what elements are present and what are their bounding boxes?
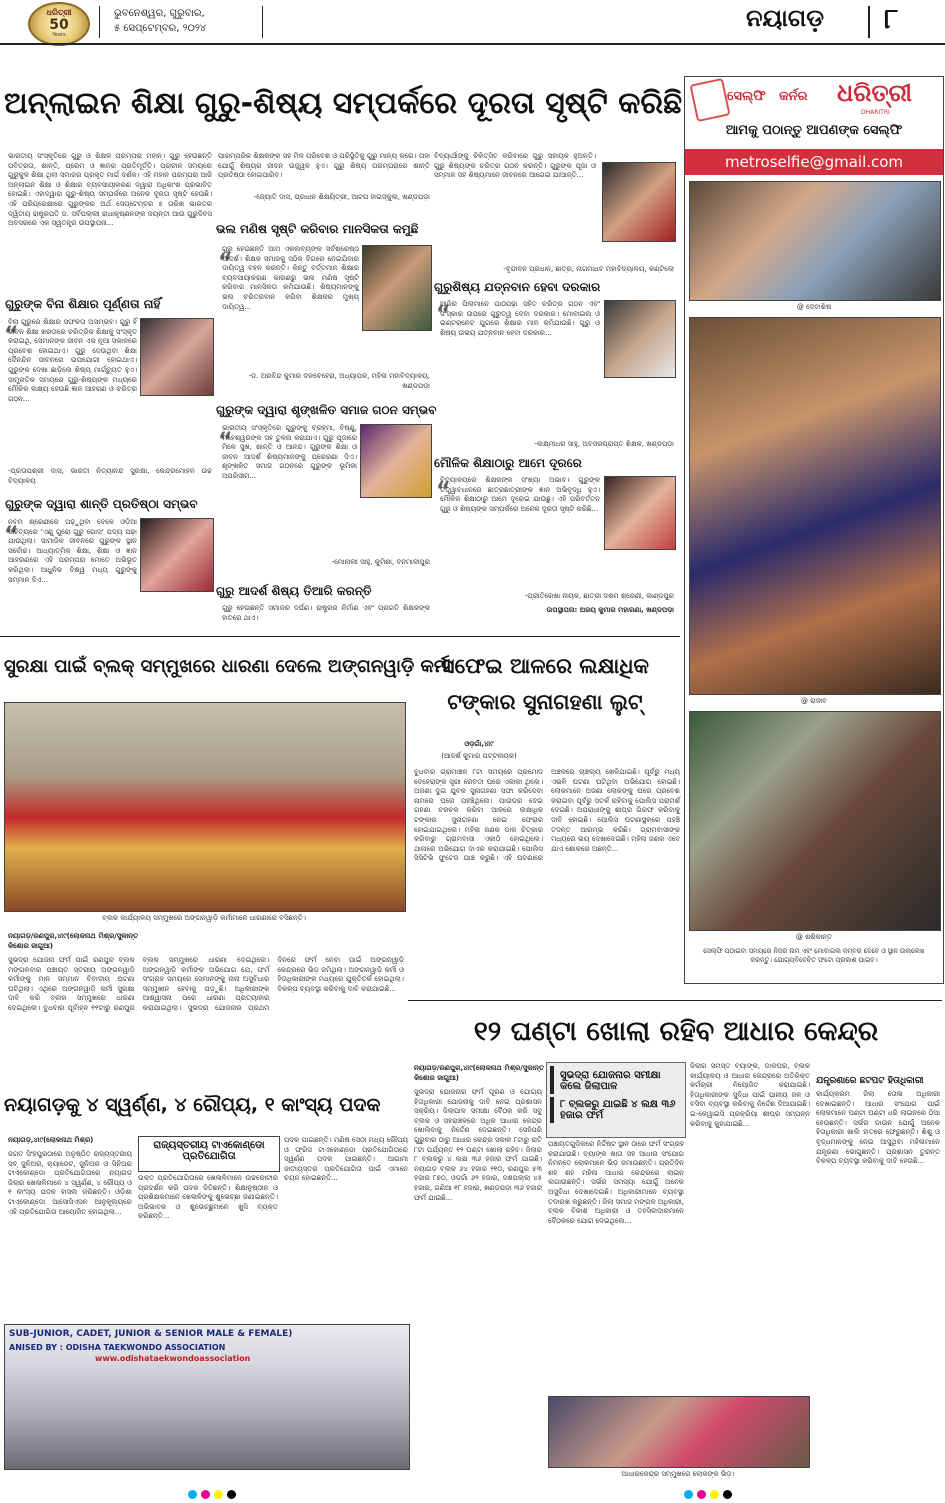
lead-sub6: ଗୁରୁଶିଷ୍ୟ ଯତ୍ନବାନ ହେବା ଦରକାର: [434, 280, 601, 294]
black-dot: [227, 1490, 236, 1499]
black-dot: [723, 1490, 732, 1499]
medals-banner-line-1: SUB-JUNIOR, CADET, JUNIOR & SENIOR MALE & FEMALE): [9, 1329, 293, 1339]
lead-sub7-byline: -ପ୍ରୀତିରେଖା ନାୟକ, ଛାତ୍ରୀ ଦଶମ ଶ୍ରେଣୀ, କାଣ୍ଡପୁର: [524, 592, 674, 600]
selfie-email-bar[interactable]: [685, 149, 943, 175]
lead-sub6-byline: -ଲକ୍ଷ୍ମୀଧର ସାହୁ, ଅବସରପ୍ରାପ୍ତ ଶିକ୍ଷକ, ଖଣ୍ଡପଡ଼ା: [534, 440, 674, 448]
lead-sub5-text: ଗୁରୁ ହେଉଛନ୍ତି ସମାଜର ଦର୍ପଣ। ରାଷ୍ଟ୍ରର ନିର୍ମାଣ ଏବଂ ପ୍ରଗତି ଶିକ୍ଷକଙ୍କ ହାତରେ ଥାଏ।: [222, 604, 430, 622]
selfie-photo-2: [689, 317, 941, 695]
dateline-2: ୫ ସେପ୍ଟେମ୍ବର, ୨୦୨୪: [114, 23, 207, 34]
brand-middle: କର୍ନର: [779, 89, 808, 104]
col2-byline-a: -ଜ୍ୟୋତି ଦାସ, ପ୍ରଧାନ ଶିକ୍ଷୟିତ୍ରୀ, ଆଟପ ହାଇସ୍କୁଲ, ଖଣ୍ଡପଡ଼ା: [253, 193, 430, 201]
lead-sub2-text: ନବମ ଶ୍ରେଣୀରେ ପଢ଼ୁଥିବା ବେଳେ ଓଡ଼ିଆ ସାହିତ୍ୟରେ ‘ଏଣୁ ଗୁରୋ ଗୁରୁ ଗୋସ’ ପଦ୍ୟ ପଢ଼ା ଯାଉଥିଲା। ସାମାଜିକ ଜୀବନରେ ଗୁରୁଙ୍କ ସ୍ଥାନ ସର୍ବୋଚ୍ଚ। ଆଧ୍ୟାତ୍ମିକ ଶିକ୍ଷା, ଶିକ୍ଷା ଓ ଜ୍ଞାନ ଆହରଣରେ ଏହି ପରମ୍ପରା ମୋତେ ଅଭିଭୂତ କରିଥିଲା। ଆଧୁନିକ ବିଶ୍ୱ ମଧ୍ୟ ଗୁରୁଙ୍କୁ ସମ୍ମାନ ଦିଏ...: [8, 518, 137, 584]
cyan-dot: [188, 1490, 197, 1499]
aadhaar-photo: [548, 1396, 810, 1468]
col2-text-a: ପାରମ୍ପରିକ ଶିକ୍ଷକଙ୍କ ସହ ମିଳ ପରିବେଶ ଓ ପରିସ୍ଥିତିକୁ ଗୁରୁ ମାନ୍ୟ କରେ। ତାହା ଯୋଗୁଁ ଶିଷ୍ୟର ଜୀବନ ଉଜ୍ଜ୍ୱଳ ହୁଏ। ଗୁରୁ ଶିଷ୍ୟ ପରମ୍ପରାରେ ଶାନ୍ତି ପ୍ରତିଷ୍ଠା ହୋଇପାରିବ।: [218, 152, 430, 180]
mid-rule: [408, 1000, 942, 1001]
lead-sub7-text: ବିଦ୍ୟାଳୟରେ ଶିକ୍ଷକଙ୍କ ସଂଖ୍ୟା ଅଭାବ। ଗୁରୁଙ୍କ ତତ୍ତ୍ୱାବଧାନରେ ଛାତ୍ରଛାତ୍ରୀଙ୍କ ଜ୍ଞାନ ଅଭିବୃଦ୍ଧି ହୁଏ। ମୌଳିକ ଶିକ୍ଷାଠାରୁ ଆମେ ଦୂରେଇ ଯାଉଛୁ। ଏହି ପରିବର୍ତ୍ତନ ଗୁରୁ ଓ ଶିଷ୍ୟଙ୍କ ସମ୍ପର୍କରେ ଅନେକ ଦୂରତା ସୃଷ୍ଟି କରିଛି...: [440, 476, 600, 513]
loot-reporter: (ଆଦର୍ଶ କୁମାର ପଟ୍ଟନାୟକ): [441, 752, 517, 760]
dateline-1: ଭୁବନେଶ୍ୱର, ଗୁରୁବାର,: [114, 8, 205, 19]
lead-sub6-text: ଆଜିର ପିଲାମାନେ ପାଠପଢ଼ା ସହିତ ଚରିତ୍ର ଗଠନ ଏବଂ ସଂସ୍କାର ଉପରେ ଗୁରୁତ୍ୱ ଦେବା ଦରକାର। ମୋବାଇଲ ଓ ଇଣ୍ଟରନେଟ ଯୁଗରେ ଶିକ୍ଷାର ମାନ କମିଯାଉଛି। ଗୁରୁ ଓ ଶିଷ୍ୟ ଉଭୟ ଯତ୍ନବାନ ହେବା ଦରକାର...: [440, 300, 600, 337]
magenta-dot: [697, 1490, 706, 1499]
section-divider: [868, 6, 870, 38]
selfie-panel: [684, 76, 944, 984]
aadhaar-col1: ସୁଭଦ୍ରା ଯୋଜନାର ଫର୍ମ ପୂରଣ ଓ ଯୋଗ୍ୟ ହିତାଧିକାରୀ ଯୋଜନାକୁ ଦାବି ନେଇ ପ୍ରଶାସନ ସକ୍ରିୟ। ଜିଲାପାଳ ସମୀକ୍ଷା ବୈଠକ କରି ସବୁ ବ୍ଲକ ଓ ସହରାଞ୍ଚଳରେ ଅଧିକ ଆଧାର କେନ୍ଦ୍ର ଖୋଲିବାକୁ ନିର୍ଦ୍ଦେଶ ଦେଇଛନ୍ତି। ସେହିପରି ଗୁରୁବାର ଠାରୁ ଆଧାର କେନ୍ଦ୍ର ସକାଳ ୮ଟାରୁ ରାତି ୮ଟା ପର୍ଯ୍ୟନ୍ତ ୧୨ ଘଣ୍ଟା ଖୋଲା ରହିବ। ଜିଲାର ୮ ବ୍ଲକରୁ ୪ ଲକ୍ଷ ୩୬ ହଜାର ଫର୍ମ ଯାଇଛି। ନୟାଗଡ଼ ବ୍ଲକ ୬୪ ହଜାର ୨୧୦, ରଣପୁର ୫୩ ହଜାର ୮୭୦, ଓଡ଼ଗାଁ ୬୨ ହଜାର, ଦଶପଲ୍ଲା ୪୫ ହଜାର, ଗଣିଆ ୧୮ ହଜାର, ଖଣ୍ଡପଡ଼ା ୩୬ ହଜାର ଫର୍ମ ଯାଇଛି...: [414, 1088, 542, 1202]
medals-boxed-heading: [138, 1136, 280, 1172]
col3-byline-a: -ବୃନ୍ଦାବନ ପ୍ରଧାନ, ଛାତ୍ର, ନାଗମାଧବ ମହାବିଦ୍ୟାଳୟ, କଣ୍ଟିଲୋ: [503, 265, 674, 273]
lead-sub4-byline: -ମୋନାଲୀ ସାହୁ, କୁମିଶା, ବନମାଳୀପୁର: [331, 558, 430, 566]
masthead-divider-2: [262, 6, 263, 38]
aadhaar-col4: କାର୍ଯ୍ୟକ୍ରମ ଜିଲା ତୋଳା ଅଧିକାରୀ ଦେଖାଇଛନ୍ତି। ଆଧାର ସଂଯୋଗ ପାଇଁ ଲୋକମାନେ ଘଣ୍ଟା ଘଣ୍ଟା ଧରି ଲାଇନରେ ଠିଆ ହେଉଛନ୍ତି। ସର୍ଭର ଡାଉନ ଯୋଗୁଁ ଅନେକ ହିତାଧିକାରୀ ଖାଲି ହାତରେ ଫେରୁଛନ୍ତି। ଶିଶୁ ଓ ବୃଦ୍ଧମାନଙ୍କୁ ନେଇ ଆସୁଥିବା ମହିଳାମାନେ ଯନ୍ତ୍ରଣା ଭୋଗୁଛନ୍ତି। ପ୍ରଶାସନ ତୁରନ୍ତ ବିକଳ୍ପ ବ୍ୟବସ୍ଥା କରିବାକୁ ଦାବି ହେଉଛି...: [816, 1090, 940, 1166]
yellow-dot: [710, 1490, 719, 1499]
aadhaar-col2: ପଞ୍ଚାୟତଗୁଡ଼ିକରେ ନିର୍ଦ୍ଦିଷ୍ଟ ସ୍ଥାନ ଠାରେ ଫର୍ମ ସଂଗ୍ରହ କରାଯାଉଛି। ବ୍ୟାଙ୍କ ଖାତା ସହ ଆଧାର ସଂଯୋଗ ନିମନ୍ତେ ଲୋକମାନେ ଭିଡ଼ ଜମାଉଛନ୍ତି। ପ୍ରତିଦିନ ଶହ ଶହ ମହିଳା ଆଧାର କେନ୍ଦ୍ରରେ ଲାଇନ ଲଗାଉଛନ୍ତି। ସର୍ଭର ସମସ୍ୟା ଯୋଗୁଁ ଅନେକ ଅସୁବିଧା ଦେଖାଦେଇଛି। ଅଧିକାରୀମାନେ ବ୍ୟବସ୍ଥା ତଦାରଖ କରୁଛନ୍ତି। ଜିଲା ସମାଜ ମଙ୍ଗଳ ଅଧିକାରୀ, ବ୍ଲକ ବିକାଶ ଅଧିକାରୀ ଓ ତହସିଲଦାରମାନେ ବୈଠକରେ ଯୋଗ ଦେଇଥିଲେ...: [548, 1140, 684, 1225]
quote-mark-icon-3: “: [218, 250, 233, 275]
lead-sub3-byline: -ଡ. ଅରବିନ୍ଦ କୁମାର ଦଳବେହେରା, ଅଧ୍ୟାପକ, ମହିଳା ମହାବିଦ୍ୟାଳୟ, ଖଣ୍ଡପଡ଼ା: [248, 372, 430, 390]
medals-boxed-heading-2: ପ୍ରତିଯୋଗିତା: [182, 1151, 236, 1162]
anganwadi-photo: [4, 702, 406, 912]
masthead-divider: [99, 6, 100, 38]
teacher-photo-1: [140, 318, 214, 396]
teacher-photo-4: [360, 424, 432, 498]
cyan-dot: [684, 1490, 693, 1499]
quote-mark-icon: “: [4, 323, 19, 348]
lead-sub5: ଗୁରୁ ଆଦର୍ଶ ଶିଷ୍ୟ ତିଆରି କରନ୍ତି: [216, 584, 372, 598]
quote-mark-icon-5: “: [436, 302, 451, 327]
loot-dateline: ଓଡ଼ଗାଁ,୪ା୯: [464, 740, 494, 748]
selfie-footer-note: ସେଲ୍ଫି ପଠାଇବା ସମୟରେ ନିଜର ନାମ ଏବଂ ମୋବାଇଲ ନମ୍ବର ଦେବେ ଓ ସ୍ଥାନ ଉଲ୍ଲେଖ କରନ୍ତୁ। ଯୋଗ୍ୟବିବେଚିତ ଫଟୋ ପ୍ରକାଶ ପାଇବ।: [703, 947, 925, 964]
selfie-brand: [685, 77, 943, 119]
medals-photo: [4, 1324, 410, 1470]
lead-sub4-text: ଭାରତୀୟ ସଂସ୍କୃତିରେ ଗୁରୁଙ୍କୁ ବ୍ରହ୍ମା, ବିଷ୍ଣୁ, ମହେଶ୍ୱରଙ୍କ ସହ ତୁଳନା କରାଯାଏ। ଗୁରୁ ପୂଜାରେ ମିଳେ ସୁଖ, ଶାନ୍ତି ଓ ଆନନ୍ଦ। ଗୁରୁଙ୍କ ଶିକ୍ଷା ଓ ଜୀବନ ଆଦର୍ଶ ଶିଷ୍ୟମାନଙ୍କୁ ପ୍ରେରଣା ଦିଏ। ଶୃଙ୍ଖଳିତ ସମାଜ ଗଠନରେ ଗୁରୁଙ୍କ ଭୂମିକା ଅପରିସୀମ...: [222, 424, 357, 480]
teacher-photo-5: [604, 300, 676, 378]
medals-banner-website: www.odishataekwondoassociation: [95, 1354, 251, 1363]
lead-sub3-text: ଗୁରୁ ହେଉଛନ୍ତି ଆମ ଏକଲବ୍ୟଙ୍କ ସର୍ବଶ୍ରେଷ୍ଠ ଆଦର୍ଶ। ଶିକ୍ଷକ ସମାଜକୁ ସଠିକ ଦିଗରେ ନେଇଯିବାର ଦାୟିତ୍ୱ ବହନ କରନ୍ତି। କିନ୍ତୁ ବର୍ତ୍ତମାନ ଶିକ୍ଷାର ବ୍ୟବସାୟୀକରଣ କାରଣରୁ ଭଲ ମଣିଷ ସୃଷ୍ଟି କରିବାର ମାନସିକତା କମିଯାଉଛି। ଶିଷ୍ୟମାନଙ୍କୁ ଭଲ ଚରିତ୍ରବାନ କରିବା ଶିକ୍ଷକର ମୁଖ୍ୟ ଦାୟିତ୍ୱ...: [222, 245, 359, 311]
lead-sub1-byline: -ପ୍ରତାପଶ୍ରୀ ଦାସ, ଭାରତୀ ନିତ୍ୟାନନ୍ଦ ସୁରକ୍ଷା, କେନ୍ଦ୍ରମୋହନ ଉଚ୍ଚ ବିଦ୍ୟାଳୟ: [8, 467, 212, 485]
student-photo-1: [602, 162, 676, 242]
selfie-caption-3: @ ଶଶିକାନ୍ତ: [795, 933, 833, 941]
lead-sub3: ଭଲ ମଣିଷ ସୃଷ୍ଟି କରିବାର ମାନସିକତା କମୁଛି: [216, 222, 419, 236]
teacher-photo-2: [140, 518, 214, 592]
masthead: [0, 0, 945, 44]
col3-text-a: ବିଦ୍ୟାର୍ଥୀଙ୍କୁ ଚିକିତ୍ସିତ କରିବାରେ ଗୁରୁ ସହାୟକ ହୁଅନ୍ତି। ଗୁରୁ ଶିଷ୍ୟଙ୍କ ଚରିତ୍ର ଗଠନ କରନ୍ତି। ଗୁରୁଙ୍କ ପୂଜା ଓ ସମ୍ମାନ ସହ ଶିଷ୍ୟମାନେ ଜୀବନରେ ଆଗେଇ ଯାଆନ୍ତି...: [434, 152, 596, 180]
lead-sub7: ମୌଳିକ ଶିକ୍ଷାଠାରୁ ଆମେ ଦୂରରେ: [434, 456, 582, 470]
teacher-photo-3: [362, 245, 432, 331]
anganwadi-photo-caption: ବ୍ଲକ କାର୍ଯ୍ୟାଳୟ ସମ୍ମୁଖରେ ଅଙ୍ଗନୱାଡ଼ି କର୍ମୀମାନେ ଧାରଣାରେ ବସିଛନ୍ତି।: [102, 914, 306, 922]
selfie-email: metroselfie@gmail.com: [724, 153, 904, 171]
lead-sub1: ଗୁରୁଙ୍କ ବିନା ଶିକ୍ଷାର ପୂର୍ଣ୍ଣତା ନାହିଁ: [5, 297, 161, 311]
student-photo-2: [604, 476, 676, 550]
masthead-bottom-rule: [0, 43, 945, 45]
brand-name: ଧରିତ୍ରୀ: [837, 79, 912, 107]
selfie-photo-1: [689, 181, 941, 301]
selfie-caption-2: @ ରାଜୀବ: [801, 697, 827, 705]
medals-dateline: ନୟାଗଡ଼,୪ା୯(ଲୋକନାଥ ମିଶ୍ର): [8, 1136, 94, 1144]
aadhaar-box-item-2: ୮ ବ୍ଲକରୁ ଯାଇଛି ୪ ଲକ୍ଷ ୩୬ ହଜାର ଫର୍ମ: [550, 1097, 682, 1123]
aadhaar-box-item-1: ସୁଭଦ୍ରା ଯୋଜନାର ସମୀକ୍ଷା କଲେ ଜିଲାପାଳ: [550, 1066, 682, 1094]
anganwadi-dateline: ନୟାଗଡ଼/ରଣପୁର,୪ା୯(ଲୋକନାଥ ମିଶ୍ର/ସୁକାନ୍ତ କିଶୋର ଜାଗୁଆ): [8, 932, 138, 950]
aadhaar-highlight-box: [546, 1062, 686, 1138]
lead-headline: ଅନ୍‌ଲାଇନ ଶିକ୍ଷା ଗୁରୁ-ଶିଷ୍ୟ ସମ୍ପର୍କରେ ଦୂରତା ସୃଷ୍ଟି କରିଛି: [4, 86, 683, 121]
logo-text: ଧରିତ୍ରୀ: [46, 8, 72, 17]
quote-mark-icon-2: “: [4, 523, 19, 548]
phone-icon: [689, 78, 730, 122]
magenta-dot: [201, 1490, 210, 1499]
medals-headline: ନୟାଗଡ଼କୁ ୪ ସ୍ୱର୍ଣ୍ଣ, ୪ ରୌପ୍ୟ, ୧ କାଂସ୍ୟ ପଦକ: [4, 1094, 381, 1116]
medals-banner-line-2: ANISED BY : ODISHA TAEKWONDO ASSOCIATION: [9, 1343, 226, 1352]
loot-body: ବୁଧବାର ଗ୍ରାମାଞ୍ଚଳ ୮ଟା ସମୟରେ ପ୍ରମୋଦ ବେହେରାଙ୍କ ସ୍ତ୍ରୀ ରେବତୀ ଘରେ ଏକାକୀ ଥିଲେ। ଅଜଣା ଦୁଇ ଯୁବକ ସୁନାଗହଣା ସଫା କରିଦେବା ନାମରେ ଘରେ ପହଞ୍ଚିଥିଲେ। ପାଉଡର ଦେଇ ଗହଣା ଚକଚକ କରିବା ଆଳରେ ଲକ୍ଷାଧିକ ଟଙ୍କାର ସୁନାଗହଣା ନେଇ ଫେରାର ହୋଇଯାଇଥିଲେ। ମହିଳା ଜଣକ ଡାକ ଚିତ୍କାର କରିବାରୁ ଗ୍ରାମବାସୀ ଏକାଠି ହୋଇଥିଲେ। ଥାନାରେ ଅଭିଯୋଗ ଦାଏର କରାଯାଇଛି। ପୋଲିସ ସିସିଟିଭି ଫୁଟେଜ ଯାଞ୍ଚ କରୁଛି। ଏହି ଘଟଣାରେ ଅଞ୍ଚଳରେ ଚାଞ୍ଚଲ୍ୟ ଖେଳିଯାଇଛି। ପୂର୍ବରୁ ମଧ୍ୟ ଏଭଳି ଘଟଣା ଘଟିଥିବା ଅଭିଯୋଗ ହୋଇଛି। ଲୋକମାନେ ଅଜଣା ଲୋକଙ୍କୁ ଘରେ ପ୍ରବେଶ କରାଇବା ପୂର୍ବରୁ ସତର୍କ ରହିବାକୁ ପୋଲିସ ପରାମର୍ଶ ଦେଇଛି। ଅପରାଧୀଙ୍କୁ ଶୀଘ୍ର ଗିରଫ କରିବାକୁ ଦାବି ହୋଇଛି। ପୋଲିସ ଘଟଣାସ୍ଥଳରେ ପହଞ୍ଚି ତଦନ୍ତ ଆରମ୍ଭ କରିଛି। ଗ୍ରାମବାସୀଙ୍କ ମଧ୍ୟରେ ଭୟ ଦେଖାଦେଇଛି। ମହିଳା ଜଣକ ଏବେ ଯାଏ ଶୋକରେ ଅଛନ୍ତି...: [414, 768, 680, 863]
lead-sub4: ଗୁରୁଙ୍କ ଦ୍ୱାରା ଶୃଙ୍ଖଳିତ ସମାଜ ଗଠନ ସମ୍ଭବ: [216, 403, 437, 417]
loot-headline-1: ସଫେଇ ଆଳରେ ଲକ୍ଷାଧିକ: [440, 654, 650, 678]
anganwadi-body: ସୁଭଦ୍ରା ଯୋଜନା ଫର୍ମ ପାଇଁ ରଣପୁର ବ୍ଲକ ମଙ୍ଗଳବାର ପଞ୍ଚାୟତ ସ୍ତରୀୟ ଅଙ୍ଗନୱାଡ଼ି କର୍ମୀଙ୍କୁ ମାନ ସମ୍ମାନ ବିବାଦୀୟ ଘଟଣା ଘଟିଥିଲା। ଏଥିରେ ଅଙ୍ଗନୱାଡ଼ି କର୍ମୀ ସୁରକ୍ଷା ଦାବି କରି ବ୍ଲକ ସମ୍ମୁଖରେ ଧାରଣା ଦେଇଥିଲେ। ବୁଧବାର ପୂର୍ବାହ୍ନ ୧୧ଟାରୁ ରଣପୁର ବ୍ଲକ ସମ୍ମୁଖରେ ଧାରଣା ଦେଇଥିଲେ। ଅଙ୍ଗନୱାଡ଼ି କର୍ମୀଙ୍କ ଅଭିଯୋଗ ଯେ, ଫର୍ମ ସଂଗ୍ରହ ସମୟରେ ସେମାନଙ୍କୁ ନାନା ଅସୁବିଧାର ସମ୍ମୁଖୀନ ହେବାକୁ ପଡ଼ୁଛି। ଅଧିକାରୀଙ୍କ ଆଶ୍ୱାସନା ପରେ ଧାରଣା ପ୍ରତ୍ୟାହାର କରାଯାଇଥିଲା। ସୁଭଦ୍ରା ଯୋଜନାର ପ୍ରଥମ ଦିନରେ ଫର୍ମ ନେବା ପାଇଁ ଅଙ୍ଗନୱାଡ଼ି କେନ୍ଦ୍ରରେ ଭିଡ଼ ଜମିଥିଲା। ଅଙ୍ଗନୱାଡ଼ି କର୍ମୀ ଓ ହିତାଧିକାରୀଙ୍କ ମଧ୍ୟରେ ଯୁକ୍ତିତର୍କ ହୋଇଥିଲା। ବିକଳ୍ପ ବ୍ୟବସ୍ଥା କରିବାକୁ ଦାବି କରାଯାଇଛି...: [8, 956, 404, 1012]
lead-sub1-text: ବିନା ଗୁରୁରେ ଶିକ୍ଷାର ସଫଳତା ଅସମ୍ଭବ। ଗୁରୁ ହିଁ ଜୀବନ ଶିକ୍ଷା ଖରତାରେ ଚରିତ୍ରିକ ଶିକ୍ଷାକୁ ସଂସ୍କୃତ କରାଇଥି, ସେମାନଙ୍କ ଜୀବନ ଏକ ନୂଆ ସକାଳରେ ପ୍ରବେଶ ହୋଇଥାଏ। ଗୁରୁ ଦେଉଥିବା ଶିକ୍ଷା ଦୈନନ୍ଦିନ ଜୀବନରେ ଉପଯୋଗୀ ହୋଇଥାଏ। ଗୁରୁଙ୍କ ଦେଖା ଛାଡ଼ିଲେ ଶିଷ୍ୟ ମାର୍ଗଚ୍ୟୁତ ହୁଏ। ସାମ୍ପ୍ରତିକ ସମୟରେ ଗୁରୁ-ଶିଷ୍ୟଙ୍କ ମଧ୍ୟରେ ମୌଳିକ ଲକ୍ଷ୍ୟ ହେଉଛି ଜ୍ଞାନ ଆହରଣ ଓ ଚରିତ୍ର ଗଠନ...: [8, 318, 137, 403]
aadhaar-dateline: ନୟାଗଡ଼/ରଣପୁର,୪ା୯(ଲୋକନାଥ ମିଶ୍ର/ସୁକାନ୍ତ କିଶୋର ଜାଗୁଆ): [414, 1064, 544, 1082]
aadhaar-sub-heading: ଯନ୍ତ୍ରଣାରେ ଛଟପଟ ହିତାଧିକାରୀ: [816, 1076, 924, 1086]
lead-sub2: ଗୁରୁଙ୍କ ଦ୍ୱାରା ଶାନ୍ତି ପ୍ରତିଷ୍ଠା ସମ୍ଭବ: [5, 497, 198, 511]
brand-small: DHARITRI: [861, 109, 890, 116]
logo-years-number: 50: [49, 17, 69, 33]
selfie-photo-3: [689, 711, 941, 931]
aadhaar-photo-caption: ଆଧାରକେନ୍ଦ୍ର ସମ୍ମୁଖରେ ଲୋକଙ୍କ ଭିଡ଼।: [621, 1470, 735, 1478]
section-name: ନୟାଗଡ଼: [746, 4, 825, 32]
medals-boxed-heading-1: ରାଜ୍ୟସ୍ତରୀୟ ଟାଏକୋଣ୍ଡୋ: [153, 1140, 265, 1151]
print-marks-left: [186, 1484, 238, 1503]
anganwadi-headline: ସୁରକ୍ଷା ପାଇଁ ବ୍ଲକ୍ ସମ୍ମୁଖରେ ଧାରଣା ଦେଲେ ଅଙ୍ଗନୱାଡ଼ି କର୍ମୀ: [4, 656, 452, 677]
page-number: ୮: [884, 2, 899, 35]
quote-mark-icon-4: “: [218, 429, 233, 454]
aadhaar-headline: ୧୨ ଘଣ୍ଟା ଖୋଲା ରହିବ ଆଧାର କେନ୍ଦ୍ର: [473, 1016, 879, 1047]
lead-sub1-text-cont: [8, 402, 212, 464]
lead-presenter: ଉପସ୍ଥାପନା: ଅଜୟ କୁମାର ମହାରଣା, ଖଣ୍ଡପଡ଼ା: [546, 606, 674, 614]
lead-bottom-rule: [0, 636, 680, 637]
aadhaar-col3: ଜିଲାର ସମସ୍ତ ବ୍ୟାଙ୍କ, ଡାକଘର, ବ୍ଲକ କାର୍ଯ୍ୟାଳୟ ଓ ଆଧାର କେନ୍ଦ୍ରରେ ଅତିରିକ୍ତ କର୍ମଚାରୀ ନିୟୋଜିତ କରାଯାଇଛି। ହିତାଧିକାରୀଙ୍କ ସୁବିଧା ପାଇଁ ପାନୀୟ ଜଳ ଓ ବସିବା ବ୍ୟବସ୍ଥା କରିବାକୁ ନିର୍ଦ୍ଦେଶ ଦିଆଯାଇଛି। ଇ-କେୱାଇସି ପ୍ରକ୍ରିୟା ଶୀଘ୍ର ସମ୍ପନ୍ନ କରିବାକୁ କୁହାଯାଇଛି...: [690, 1062, 810, 1128]
lead-intro: ଭାରତୀୟ ସଂସ୍କୃତିରେ ଗୁରୁ ଓ ଶିକ୍ଷକ ପରମ୍ପରା ମହାନ୍। ଗୁରୁ ହେଉଛନ୍ତି ପବିତ୍ରତା, ଶାନ୍ତି, ପ୍ରେମ ଓ ଜ୍ଞାନର ପ୍ରତିମୂର୍ତ୍ତି। ପ୍ରାଚୀନ ସମୟରେ ଗୁରୁକୁଳ ଶିକ୍ଷା ଥିଲା ସମାଜର ପ୍ରକୃତ ମାର୍ଗ ଦର୍ଶକ। ଏହି ମହାନ ପରମ୍ପରା ଆଜି ଅନ୍‌ଲାଇନ ଶିକ୍ଷା ଓ ଶିକ୍ଷାର ବ୍ୟବସାୟୀକରଣ ଦ୍ୱାରା ଅଧିକାଂଶ ପ୍ରଭାବିତ ହୋଇଛି। ଏହାଦ୍ୱାରା ଗୁରୁ-ଶିଷ୍ୟ ସମ୍ପର୍କରେ ଅନେକ ଦୂରତା ସୃଷ୍ଟି ହେଉଛି। ଏହି ପରିପ୍ରେକ୍ଷୀରେ ଗୁରୁଙ୍କର ଅର୍ଥ ସେପ୍ଟେମ୍ବର ୫ ତାରିଖ ଭାରତର ଦ୍ୱିତୀୟ ରାଷ୍ଟ୍ରପତି ଡ. ସର୍ବପଲ୍ଲୀ ରାଧାକୃଷ୍ଣନଙ୍କ ଜୟନ୍ତୀ ଆଉ ଗୁରୁଦିବସ ଅବସରରେ ଏକ ସ୍ୱତନ୍ତ୍ର ଉପସ୍ଥାପନା...: [8, 152, 212, 228]
quote-mark-icon-6: “: [436, 479, 451, 504]
dharitri-50-logo: [28, 2, 90, 46]
logo-years-label: Years: [52, 32, 66, 38]
medals-col1: ଜଗତ ସିଂହପୁରଠାରେ ଅନୁଷ୍ଠିତ ରାଜ୍ୟସ୍ତରୀୟ ସବ୍ ଜୁନିଅର, କ୍ୟାଡେଟ, ଜୁନିଅର ଓ ସିନିଅର ଟାଏକୋଣ୍ଡୋ ପ୍ରତିଯୋଗିତାରେ ନୟାଗଡ଼ ଜିଲାର ଖେଳାଳିମାନେ ୪ ସ୍ୱର୍ଣ୍ଣ, ୪ ରୌପ୍ୟ ଓ ୧ କାଂସ୍ୟ ପଦକ ହାସଲ କରିଛନ୍ତି। ଓଡ଼ିଶା ଟାଏକୋଣ୍ଡୋ ଆସୋସିଏସନ ଆନୁକୂଲ୍ୟରେ ଏହି ପ୍ରତିଯୋଗିତା ଆୟୋଜିତ ହୋଇଥିଲା...: [8, 1150, 132, 1216]
selfie-tagline: ଆମକୁ ପଠାନ୍ତୁ ଆପଣଙ୍କ ସେଲ୍ଫି: [725, 123, 903, 138]
yellow-dot: [214, 1490, 223, 1499]
medals-col3: ପଦକ ପାଇଛନ୍ତି। ମଣିଷ ସେଠୀ ମଧ୍ୟ ରୌପ୍ୟ ଓ ଫ୍ରିସ ଟାଏକୋଣ୍ଡୋ ପ୍ରତିଯୋଗିତାରେ ସ୍ୱର୍ଣ୍ଣ ପଦକ ପାଇଛନ୍ତି। ଆଗାମୀ ଜାତୀୟସ୍ତର ପ୍ରତିଯୋଗିତା ପାଇଁ ଏମାନେ ଚୟନ ହୋଇଛନ୍ତି...: [284, 1136, 408, 1183]
selfie-caption-1: @ ଦେବାଶିଷ: [796, 303, 832, 311]
loot-headline-2: ଟଙ୍କାର ସୁନାଗହଣା ଲୁଟ୍: [447, 690, 643, 714]
print-marks-right: [682, 1484, 734, 1503]
brand-prefix: ସେଲ୍ଫି: [727, 89, 766, 104]
medals-col2: ଉକ୍ତ ପ୍ରତିଯୋଗିତାରେ ଖେଳାଳିମାନେ ଉଚ୍ଚକୋଟୀର ପ୍ରଦର୍ଶନ କରି ପଦକ ଜିତିଛନ୍ତି। ଶିକ୍ଷାନୁଷ୍ଠାନ ଓ ପ୍ରଶିକ୍ଷକମାନେ ଖେଳାଳିଙ୍କୁ ଶୁଭେଚ୍ଛା ଜଣାଇଛନ୍ତି। ଅଭିଭାବକ ଓ ଶୁଭେଚ୍ଛୁମାନେ ଖୁସି ବ୍ୟକ୍ତ କରିଛନ୍ତି...: [138, 1174, 278, 1221]
